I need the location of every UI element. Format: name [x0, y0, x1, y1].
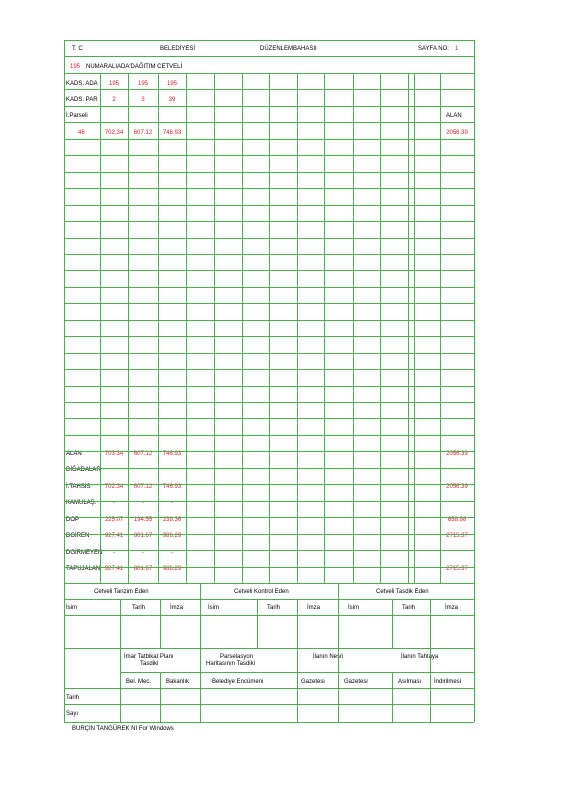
grid-line	[64, 583, 474, 584]
grid-line	[297, 599, 298, 648]
cetvel-sheet	[64, 40, 474, 722]
summary-value: -	[113, 500, 115, 506]
grid-line	[242, 73, 243, 583]
belediye-encumeni-label: Belediye Encümeni	[212, 679, 264, 685]
grid-line	[392, 599, 393, 648]
tarih-label: Tarih	[66, 695, 80, 701]
grid-line	[160, 599, 161, 648]
parcel-value: 607.12	[133, 130, 153, 136]
summary-value: 986.29	[162, 566, 182, 572]
grid-line	[392, 672, 393, 722]
ilan-nesri-label: İlanın Neşri	[313, 654, 344, 660]
grid-line	[64, 722, 474, 723]
summary-total: 658.98	[447, 517, 467, 523]
summary-value: 746.93	[162, 451, 182, 457]
kads-par-value: 2	[112, 97, 116, 103]
sig-col-isim: İsim	[208, 605, 219, 611]
grid-line	[200, 583, 201, 722]
harita-tasdik-label: Haritasının Tasdiki	[206, 661, 255, 667]
summary-total: 2056.39	[446, 484, 468, 490]
kads-ada-label: KADS. ADA	[66, 81, 98, 87]
tc-label: T. C	[72, 46, 83, 52]
belediye-label: BELEDİYESİ	[160, 46, 196, 52]
grid-line	[474, 40, 475, 722]
grid-line	[158, 73, 159, 583]
summary-value: 225.07	[104, 517, 124, 523]
grid-line	[257, 599, 258, 648]
sig-col-isim: İsim	[66, 605, 77, 611]
sig-col-imza: İmza	[307, 605, 321, 611]
cetvel-title: NUMARALIADA'DAĞITIM CETVELİ	[86, 64, 183, 70]
kads-ada-value: 195	[166, 81, 177, 87]
grid-line	[338, 648, 339, 722]
sig-col-tarih: Tarih	[132, 605, 146, 611]
parselasyon-label: Parselasyon	[220, 654, 254, 660]
grid-line	[214, 73, 215, 583]
kads-par-label: KADS. PAR	[66, 97, 98, 103]
summary-value: 702.34	[104, 484, 124, 490]
grid-line	[430, 599, 431, 722]
grid-line	[100, 73, 101, 583]
iparseli-label: İ.Parseli	[66, 113, 88, 119]
grid-line	[414, 73, 415, 583]
gazetesi-label: Gazetesi	[301, 679, 325, 685]
bel-mec-label: Bel. Mec.	[126, 679, 152, 685]
grid-line	[440, 73, 441, 583]
sig-col-imza: İmza	[445, 605, 459, 611]
summary-label: DİĞADALAR	[66, 467, 101, 473]
ada-number: 195	[70, 64, 81, 70]
parcel-number: 46	[78, 130, 85, 136]
parcel-value: 702.34	[104, 130, 124, 136]
summary-label: DGİREN	[66, 533, 90, 539]
summary-value: 239.36	[162, 517, 182, 523]
summary-value: 801.67	[133, 533, 153, 539]
summary-value: 986.29	[162, 533, 182, 539]
kads-ada-value: 195	[137, 81, 148, 87]
parcel-total: 2056.39	[446, 130, 468, 136]
summary-value: -	[142, 550, 144, 556]
grid-line	[128, 73, 129, 583]
kads-par-value: 3	[141, 97, 145, 103]
tasdik-header: Cetveli Tasdik Eden	[376, 589, 429, 595]
grid-line	[297, 648, 298, 722]
grid-line	[160, 672, 161, 722]
summary-value: -	[113, 550, 115, 556]
summary-label: İ.TAHSİS	[66, 484, 91, 490]
kontrol-header: Cetveli Kontrol Eden	[234, 589, 289, 595]
summary-total: 2715.37	[446, 533, 468, 539]
imar-tasdik-label: Tasdiki	[140, 661, 159, 667]
grid-line	[120, 599, 121, 722]
summary-label: DGİRMEYEN	[66, 550, 103, 556]
software-footer: BURÇİN TANGÜREK NI For Windows	[72, 726, 174, 732]
sig-col-imza: İmza	[170, 605, 184, 611]
summary-value: 194.55	[133, 517, 153, 523]
ilan-tahta-label: İlanın Tahtaya	[401, 654, 439, 660]
summary-label: DOP	[66, 517, 80, 523]
summary-value: -	[142, 500, 144, 506]
summary-value: 703.34	[104, 451, 124, 457]
grid-line	[380, 73, 381, 583]
form-title: DÜZENLEMBAHASII	[260, 46, 317, 52]
summary-total: 2056.39	[446, 451, 468, 457]
sayfa-no: 1	[455, 46, 459, 52]
summary-label: TAPUJALAN	[66, 566, 101, 572]
asilmasi-label: Asılması	[398, 679, 422, 685]
grid-line	[186, 73, 187, 583]
sayfa-label: SAYFA NO:	[418, 46, 449, 52]
summary-total: 2715.37	[446, 566, 468, 572]
summary-label: KAMULAŞ.	[66, 500, 97, 506]
summary-value: 746.93	[162, 484, 182, 490]
grid-line	[64, 599, 474, 600]
kads-par-value: 39	[168, 97, 176, 103]
tanzim-header: Cetveli Tanzim Eden	[94, 589, 149, 595]
summary-value: 801.67	[133, 566, 153, 572]
grid-line	[64, 40, 474, 41]
bakanlik-label: Bakanlık	[166, 679, 190, 685]
sig-col-isim: İsim	[348, 605, 359, 611]
summary-value: -	[171, 550, 173, 556]
indirilmesi-label: İndirilmesi	[434, 679, 462, 685]
parcel-value: 746.93	[162, 130, 182, 136]
grid-line	[64, 688, 474, 689]
grid-line	[64, 704, 474, 705]
summary-value: 607.12	[133, 484, 153, 490]
alan-header: ALAN	[446, 113, 462, 119]
summary-value: 927.41	[104, 533, 124, 539]
grid-line	[297, 73, 298, 583]
grid-line	[64, 615, 474, 616]
grid-line	[269, 73, 270, 583]
sayi-label: Sayı	[66, 711, 79, 717]
grid-line	[64, 56, 474, 57]
grid-line	[353, 73, 354, 583]
summary-value: 927.41	[104, 566, 124, 572]
grid-line	[408, 73, 409, 583]
sig-col-tarih: Tarih	[267, 605, 281, 611]
summary-value: 607.12	[133, 451, 153, 457]
imar-plan-label: İmar Tatbikat Planı	[124, 654, 174, 660]
kads-ada-value: 195	[108, 81, 119, 87]
grid-line	[64, 648, 474, 649]
gazetesi-label: Gazetesi	[344, 679, 368, 685]
summary-value: -	[171, 500, 173, 506]
sig-col-tarih: Tarih	[402, 605, 416, 611]
summary-label: ALAN	[66, 451, 82, 457]
grid-line	[64, 40, 65, 722]
grid-line	[324, 73, 325, 583]
